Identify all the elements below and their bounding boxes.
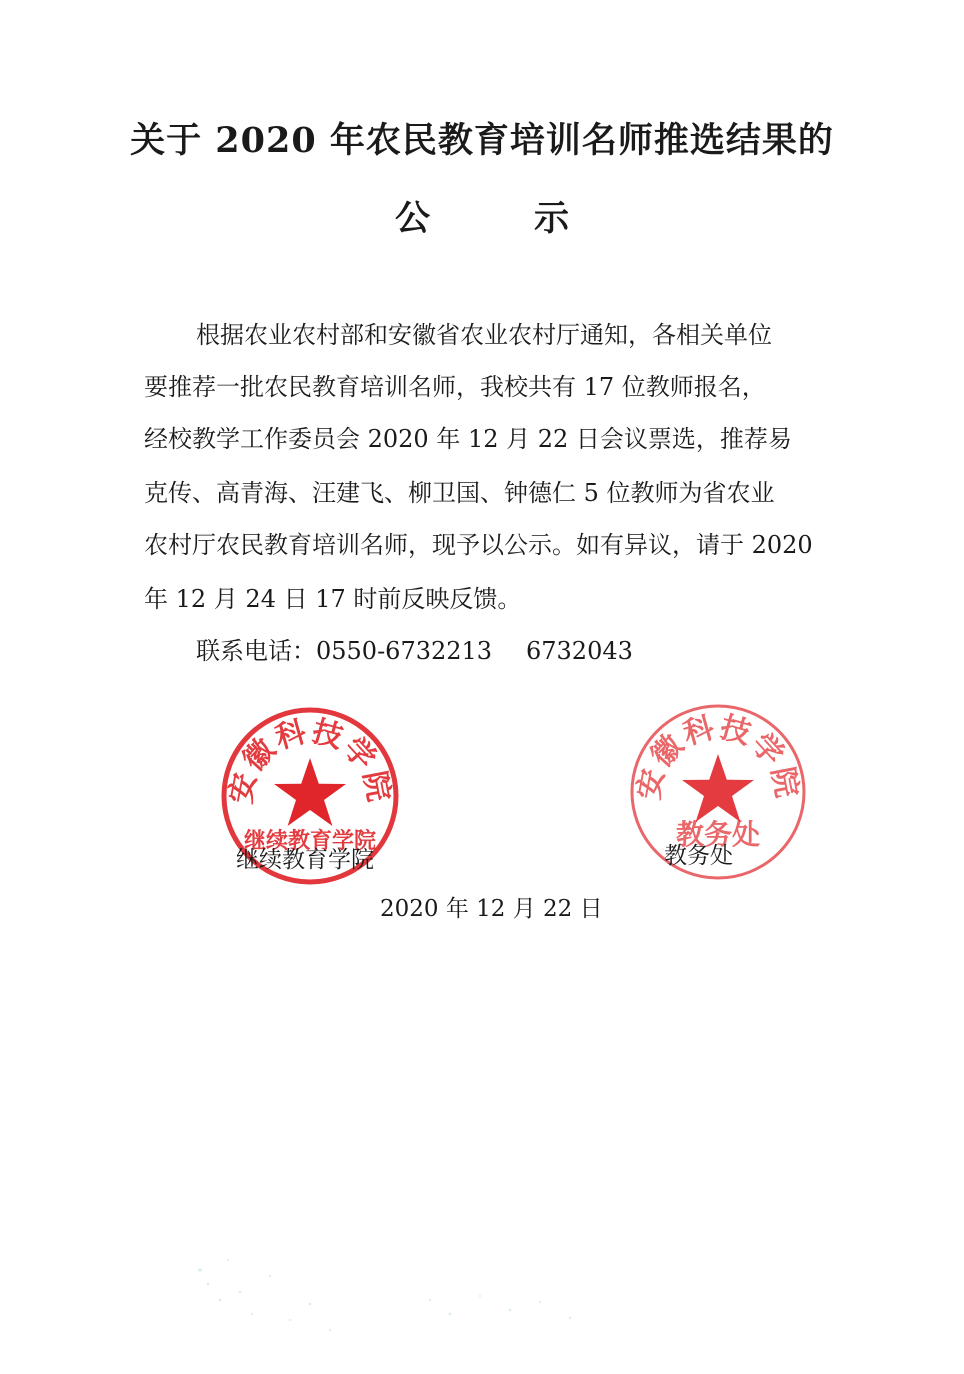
scan-artifacts — [180, 1240, 600, 1350]
star-icon — [682, 754, 754, 822]
body-paragraph-line: 要推荐一批农民教育培训名师，我校共有 17 位教师报名， — [144, 373, 766, 401]
document-title: 关于 2020 年农民教育培训名师推选结果的 — [130, 120, 834, 161]
left-seal-arc-text: 安徽科技学院 — [223, 713, 397, 807]
body-paragraph-line: 根据农业农村部和安徽省农业农村厅通知，各相关单位 — [196, 321, 772, 349]
right-seal-bottom-text: 教务处 — [675, 818, 761, 851]
contact-phone: 联系电话：0550-6732213 — [196, 637, 493, 665]
star-icon — [274, 758, 346, 826]
body-paragraph-line: 农村厅农民教育培训名师，现予以公示。如有异议，请于 2020 — [144, 531, 813, 559]
right-seal-arc-text: 安徽科技学院 — [631, 709, 805, 803]
signature-continuing-education: 继续教育学院 — [236, 847, 374, 873]
left-seal-bottom-text: 继续教育学院 — [243, 829, 377, 854]
document-subtitle: 公示 — [394, 198, 673, 239]
document-date: 2020 年 12 月 22 日 — [380, 896, 603, 922]
body-paragraph-line: 克传、高青海、汪建飞、柳卫国、钟德仁 5 位教师为省农业 — [144, 479, 775, 507]
signature-academic-affairs: 教务处 — [664, 843, 733, 869]
contact-phone-secondary: 6732043 — [526, 637, 633, 665]
body-paragraph-line: 年 12 月 24 日 17 时前反映反馈。 — [144, 585, 522, 613]
body-paragraph-line: 经校教学工作委员会 2020 年 12 月 22 日会议票选，推荐易 — [144, 425, 792, 453]
